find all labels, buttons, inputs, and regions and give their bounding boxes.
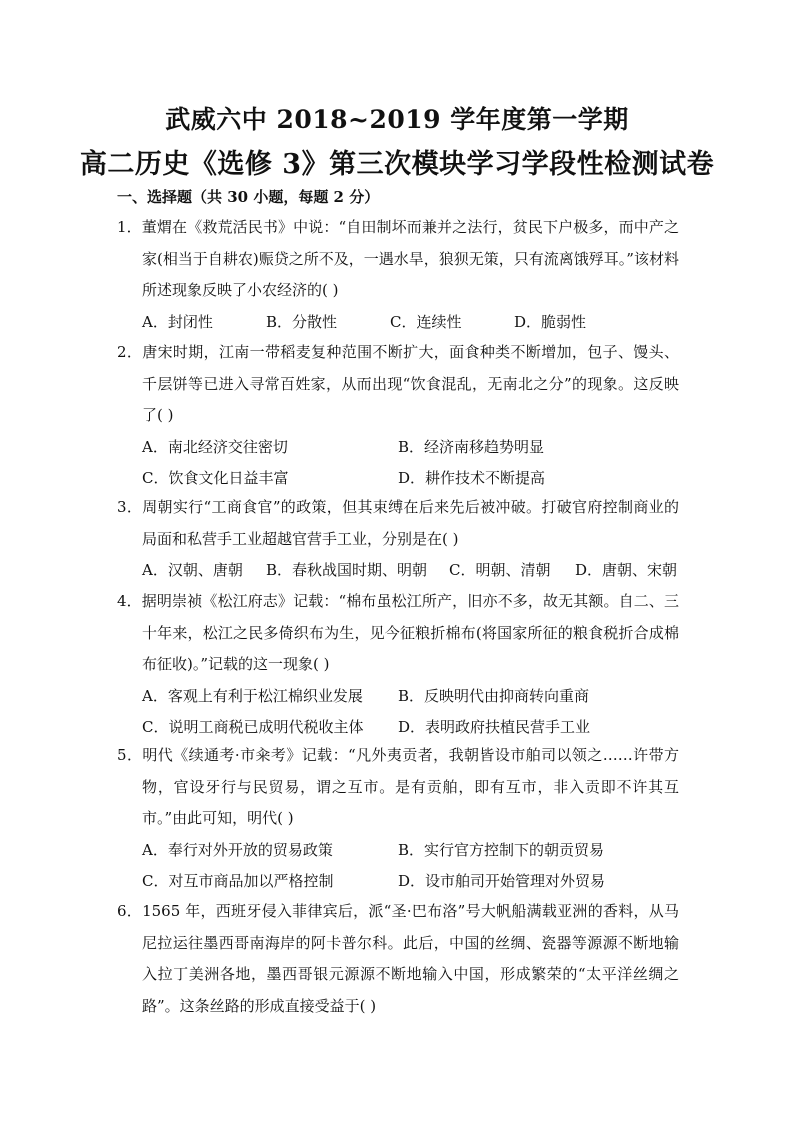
section-heading: 一、选择题（共 30 小题，每题 2 分） [117, 188, 380, 206]
question-options [117, 835, 679, 867]
option-b: B．春秋战国时期、明朝 [266, 561, 428, 579]
option-c: C．对互市商品加以严格控制 [142, 872, 334, 890]
exam-title-line1: 武威六中 2018~2019 学年度第一学期 [165, 105, 629, 134]
question-options [117, 432, 679, 464]
option-c: C．说明工商税已成明代税收主体 [142, 718, 364, 736]
question-3 [117, 492, 679, 587]
option-b: B．反映明代由抑商转向重商 [398, 686, 590, 705]
option-d: D．唐朝、宋朝 [575, 561, 678, 579]
question-options [117, 866, 679, 898]
option-b: B．经济南移趋势明显 [398, 437, 545, 456]
option-a: A．汉朝、唐朝 [142, 561, 243, 579]
question-4 [117, 586, 679, 744]
option-b: B．分散性 [266, 312, 338, 331]
option-c: C．连续性 [390, 312, 462, 331]
option-d: D．脆弱性 [514, 312, 587, 331]
option-c: C．明朝、清朝 [449, 561, 551, 579]
question-1 [117, 212, 679, 338]
option-d: D．表明政府扶植民营手工业 [398, 718, 591, 736]
option-a: A．南北经济交往密切 [142, 437, 288, 456]
option-a: A．客观上有利于松江棉织业发展 [142, 686, 363, 705]
exam-title-line2: 高二历史《选修 3》第三次模块学习学段性检测试卷 [79, 149, 715, 180]
option-a: A．封闭性 [142, 312, 213, 331]
option-d: D．设市舶司开始管理对外贸易 [398, 872, 606, 890]
question-2 [117, 337, 679, 495]
question-stem: 3．周朝实行“工商食官”的政策，但其束缚在后来先后被冲破。打破官府控制商业的局面和私营手工业超越官营手工业，分别是在( ) [117, 498, 679, 548]
question-options [117, 712, 679, 744]
question-stem: 4．据明崇祯《松江府志》记载：“棉布虽松江所产，旧亦不多，故无其额。自二、三十年来，松江之民多倚织布为生，见今征粮折棉布(将国家所征的粮食税折合成棉布征收)。”记载的这一现象( ) [117, 592, 679, 673]
question-options [117, 463, 679, 495]
question-stem: 5．明代《续通考·市籴考》记载：“凡外夷贡者，我朝皆设市舶司以领之……许带方物，官设牙行与民贸易，谓之互市。是有贡舶，即有互市，非入贡即不许其互市。”由此可知，明代( ) [117, 746, 679, 827]
question-stem: 2．唐宋时期，江南一带稻麦复种范围不断扩大，面食种类不断增加，包子、馒头、千层饼等已进入寻常百姓家，从而出现“饮食混乱，无南北之分”的现象。这反映了( ) [117, 343, 679, 424]
question-options [117, 681, 679, 713]
option-c: C．饮食文化日益丰富 [142, 469, 289, 487]
option-d: D．耕作技术不断提高 [398, 469, 546, 487]
question-stem: 1．董煟在《救荒活民书》中说：“自田制坏而兼并之法行，贫民下户极多，而中产之家(相当于自耕农)赈贷之所不及，一遇水旱，狼狈无策，只有流离饿殍耳。”该材料所述现象反映了小农经济的( ) [117, 218, 679, 299]
question-options [117, 555, 679, 587]
question-6 [117, 896, 679, 1022]
option-a: A．奉行对外开放的贸易政策 [142, 840, 333, 859]
question-options [117, 307, 679, 339]
question-5 [117, 740, 679, 898]
option-b: B．实行官方控制下的朝贡贸易 [398, 840, 605, 859]
question-stem: 6．1565 年，西班牙侵入菲律宾后，派“圣·巴布洛”号大帆船满载亚洲的香料，从马尼拉运往墨西哥南海岸的阿卡普尔科。此后，中国的丝绸、瓷器等源源不断地输入拉丁美洲各地，墨西哥银元源源不断地输入中国，形成繁荣的“太平洋丝绸之路”。这条丝路的形成直接受益于( ) [117, 902, 679, 1015]
